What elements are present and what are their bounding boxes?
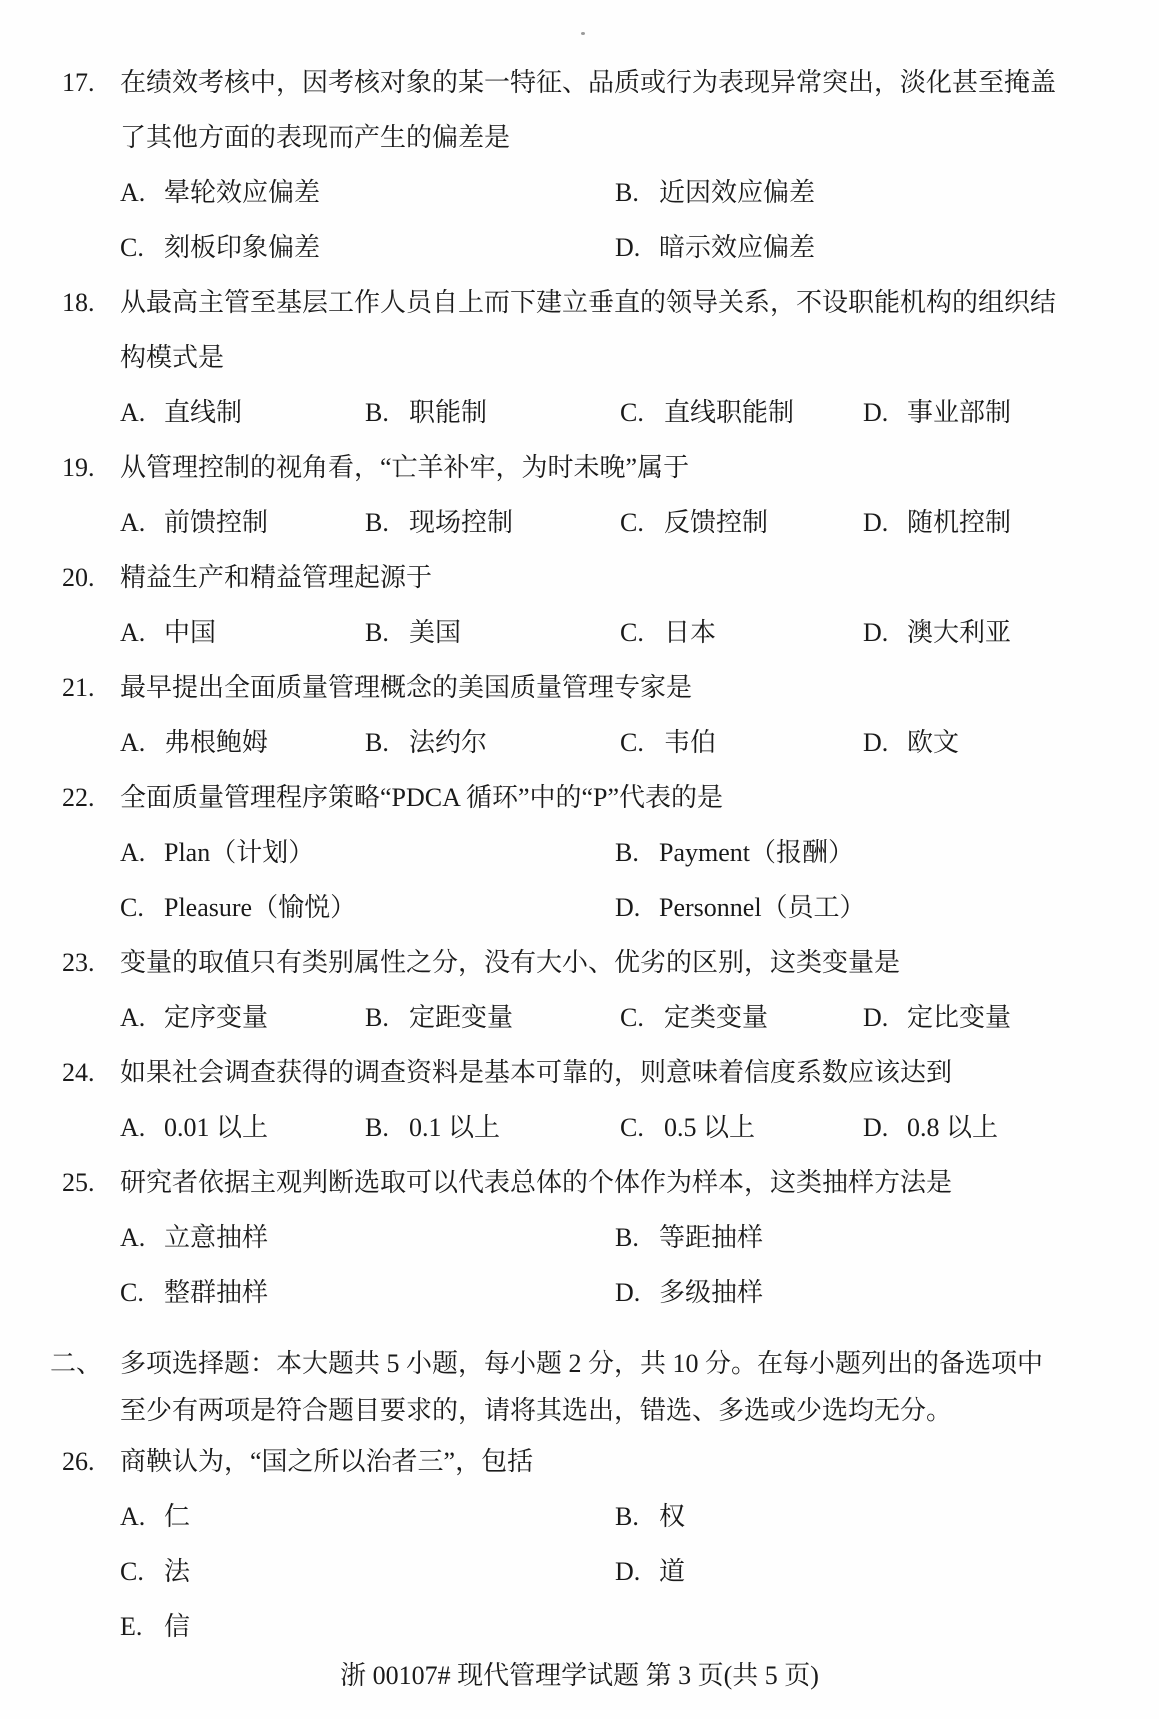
option-text: 法: [164, 1557, 191, 1586]
option-d: [863, 385, 1011, 440]
option-a: [120, 165, 320, 220]
option-label: D.: [615, 1557, 641, 1586]
option-d: [615, 1265, 763, 1320]
option-label: D.: [615, 233, 641, 262]
section-line: [0, 1340, 1159, 1387]
option-text: 0.01 以上: [164, 1113, 269, 1142]
option-text: 暗示效应偏差: [659, 233, 816, 262]
option-label: B.: [365, 1003, 389, 1032]
question-number: 21.: [62, 673, 95, 702]
option-b: [365, 495, 513, 550]
question-17: [0, 55, 1159, 275]
option-a: [120, 605, 216, 660]
question-line: [0, 440, 1159, 495]
option-c: [620, 1100, 755, 1155]
section-2-heading: [0, 1340, 1159, 1434]
option-text: 定距变量: [409, 1003, 514, 1032]
option-text: 事业部制: [907, 398, 1012, 427]
option-label: C.: [620, 508, 644, 537]
option-label: B.: [615, 1502, 639, 1531]
question-line: [0, 330, 1159, 385]
option-b: [365, 1100, 500, 1155]
option-row: [0, 1599, 1159, 1654]
option-label: C.: [120, 893, 144, 922]
option-text: 定序变量: [164, 1003, 269, 1032]
option-c: [120, 880, 356, 935]
option-c: [620, 715, 716, 770]
option-text: 欧文: [907, 728, 960, 757]
option-row: [0, 385, 1159, 440]
section-label: 二、: [50, 1349, 103, 1378]
option-d: [863, 495, 1011, 550]
question-line: [0, 1434, 1159, 1489]
question-text-line: 了其他方面的表现而产生的偏差是: [120, 123, 511, 152]
option-text: 0.8 以上: [907, 1113, 999, 1142]
option-label: C.: [620, 1003, 644, 1032]
section-text-line: 至少有两项是符合题目要求的，请将其选出，错选、多选或少选均无分。: [120, 1396, 953, 1425]
option-row: [0, 1265, 1159, 1320]
option-row: [0, 1489, 1159, 1544]
page-footer: 浙 00107# 现代管理学试题 第 3 页(共 5 页): [340, 1661, 819, 1690]
option-a: [120, 495, 268, 550]
option-label: D.: [863, 1003, 889, 1032]
option-row: [0, 220, 1159, 275]
option-label: B.: [365, 398, 389, 427]
option-text: Personnel（员工）: [659, 893, 866, 922]
option-b: [365, 605, 461, 660]
option-text: 信: [164, 1612, 191, 1641]
option-b: [615, 165, 815, 220]
option-label: B.: [615, 1223, 639, 1252]
question-line: [0, 935, 1159, 990]
option-c: [120, 220, 320, 275]
option-c: [620, 605, 716, 660]
option-label: B.: [615, 178, 639, 207]
question-line: [0, 1155, 1159, 1210]
option-text: 日本: [664, 618, 717, 647]
option-b: [365, 715, 487, 770]
option-c: [620, 990, 768, 1045]
option-row: [0, 715, 1159, 770]
option-label: A.: [120, 1502, 146, 1531]
question-number: 23.: [62, 948, 95, 977]
option-text: 中国: [164, 618, 217, 647]
question-line: [0, 770, 1159, 825]
option-label: B.: [615, 838, 639, 867]
question-22: [0, 770, 1159, 935]
question-text-line: 在绩效考核中，因考核对象的某一特征、品质或行为表现异常突出，淡化甚至掩盖: [120, 68, 1057, 97]
option-label: D.: [863, 618, 889, 647]
option-label: C.: [120, 1278, 144, 1307]
option-text: 刻板印象偏差: [164, 233, 321, 262]
option-label: C.: [120, 233, 144, 262]
option-text: 等距抽样: [659, 1223, 764, 1252]
option-label: A.: [120, 1003, 146, 1032]
question-number: 25.: [62, 1168, 95, 1197]
option-row: [0, 1544, 1159, 1599]
option-label: D.: [863, 728, 889, 757]
option-label: E.: [120, 1612, 143, 1641]
option-text: 近因效应偏差: [659, 178, 816, 207]
question-21: [0, 660, 1159, 770]
option-e: [120, 1599, 190, 1654]
option-text: 职能制: [409, 398, 488, 427]
option-text: 弗根鲍姆: [164, 728, 269, 757]
option-row: [0, 495, 1159, 550]
question-text-line: 如果社会调查获得的调查资料是基本可靠的，则意味着信度系数应该达到: [120, 1058, 953, 1087]
question-text-line: 从管理控制的视角看，“亡羊补牢，为时未晚”属于: [120, 453, 690, 482]
option-label: C.: [120, 1557, 144, 1586]
option-c: [120, 1265, 268, 1320]
option-text: 权: [659, 1502, 686, 1531]
option-text: Payment（报酬）: [659, 838, 854, 867]
question-number: 18.: [62, 288, 95, 317]
option-text: Pleasure（愉悦）: [164, 893, 357, 922]
option-row: [0, 825, 1159, 880]
option-c: [620, 385, 794, 440]
question-18: [0, 275, 1159, 440]
option-a: [120, 385, 242, 440]
question-number: 17.: [62, 68, 95, 97]
option-row: [0, 605, 1159, 660]
option-d: [863, 1100, 998, 1155]
question-text-line: 从最高主管至基层工作人员自上而下建立垂直的领导关系，不设职能机构的组织结: [120, 288, 1057, 317]
option-label: A.: [120, 1223, 146, 1252]
section-line: [0, 1387, 1159, 1434]
option-text: 直线制: [164, 398, 243, 427]
question-text-line: 商鞅认为，“国之所以治者三”，包括: [120, 1447, 534, 1476]
option-label: B.: [365, 508, 389, 537]
option-label: C.: [620, 618, 644, 647]
question-text-line: 构模式是: [120, 343, 225, 372]
question-line: [0, 110, 1159, 165]
scan-artifact-dot: [581, 32, 585, 35]
option-text: 整群抽样: [164, 1278, 269, 1307]
question-text-line: 精益生产和精益管理起源于: [120, 563, 433, 592]
option-d: [863, 715, 959, 770]
option-text: 道: [659, 1557, 686, 1586]
option-a: [120, 715, 268, 770]
option-row: [0, 880, 1159, 935]
option-a: [120, 1100, 268, 1155]
question-number: 26.: [62, 1447, 95, 1476]
option-label: D.: [615, 1278, 641, 1307]
question-text-line: 全面质量管理程序策略“PDCA 循环”中的“P”代表的是: [120, 783, 724, 812]
option-label: A.: [120, 618, 146, 647]
question-line: [0, 550, 1159, 605]
option-d: [615, 1544, 685, 1599]
option-text: Plan（计划）: [164, 838, 315, 867]
option-row: [0, 1210, 1159, 1265]
option-label: B.: [365, 618, 389, 647]
option-label: B.: [365, 1113, 389, 1142]
section-text-line: 多项选择题：本大题共 5 小题，每小题 2 分，共 10 分。在每小题列出的备选项中: [120, 1349, 1044, 1378]
question-text-line: 研究者依据主观判断选取可以代表总体的个体作为样本，这类抽样方法是: [120, 1168, 953, 1197]
option-text: 定比变量: [907, 1003, 1012, 1032]
option-label: A.: [120, 728, 146, 757]
option-text: 反馈控制: [664, 508, 769, 537]
option-label: A.: [120, 1113, 146, 1142]
option-label: D.: [615, 893, 641, 922]
option-text: 澳大利亚: [907, 618, 1012, 647]
option-text: 定类变量: [664, 1003, 769, 1032]
option-text: 直线职能制: [664, 398, 795, 427]
option-a: [120, 1210, 268, 1265]
option-text: 晕轮效应偏差: [164, 178, 321, 207]
option-label: C.: [620, 398, 644, 427]
question-line: [0, 55, 1159, 110]
question-25: [0, 1155, 1159, 1320]
option-a: [120, 990, 268, 1045]
option-b: [615, 1489, 685, 1544]
option-label: C.: [620, 728, 644, 757]
question-text-line: 最早提出全面质量管理概念的美国质量管理专家是: [120, 673, 693, 702]
option-d: [863, 990, 1011, 1045]
question-23: [0, 935, 1159, 1045]
option-text: 随机控制: [907, 508, 1012, 537]
option-text: 多级抽样: [659, 1278, 764, 1307]
option-label: D.: [863, 508, 889, 537]
question-26: [0, 1434, 1159, 1654]
option-text: 0.5 以上: [664, 1113, 756, 1142]
option-row: [0, 165, 1159, 220]
option-label: D.: [863, 398, 889, 427]
option-b: [365, 385, 487, 440]
option-row: [0, 1100, 1159, 1155]
question-line: [0, 275, 1159, 330]
question-line: [0, 660, 1159, 715]
option-c: [120, 1544, 190, 1599]
option-text: 韦伯: [664, 728, 717, 757]
option-d: [615, 880, 866, 935]
question-24: [0, 1045, 1159, 1155]
option-label: A.: [120, 508, 146, 537]
question-number: 19.: [62, 453, 95, 482]
option-label: A.: [120, 398, 146, 427]
option-label: A.: [120, 838, 146, 867]
option-d: [615, 220, 815, 275]
option-a: [120, 1489, 190, 1544]
option-row: [0, 990, 1159, 1045]
question-number: 24.: [62, 1058, 95, 1087]
option-label: C.: [620, 1113, 644, 1142]
question-19: [0, 440, 1159, 550]
option-text: 法约尔: [409, 728, 488, 757]
option-text: 仁: [164, 1502, 191, 1531]
option-label: A.: [120, 178, 146, 207]
option-a: [120, 825, 314, 880]
option-label: D.: [863, 1113, 889, 1142]
option-b: [615, 1210, 763, 1265]
option-text: 美国: [409, 618, 462, 647]
option-c: [620, 495, 768, 550]
option-text: 现场控制: [409, 508, 514, 537]
option-text: 前馈控制: [164, 508, 269, 537]
question-text-line: 变量的取值只有类别属性之分，没有大小、优劣的区别，这类变量是: [120, 948, 901, 977]
question-number: 22.: [62, 783, 95, 812]
option-d: [863, 605, 1011, 660]
question-line: [0, 1045, 1159, 1100]
option-b: [615, 825, 854, 880]
option-text: 立意抽样: [164, 1223, 269, 1252]
option-text: 0.1 以上: [409, 1113, 501, 1142]
option-label: B.: [365, 728, 389, 757]
question-20: [0, 550, 1159, 660]
question-number: 20.: [62, 563, 95, 592]
option-b: [365, 990, 513, 1045]
